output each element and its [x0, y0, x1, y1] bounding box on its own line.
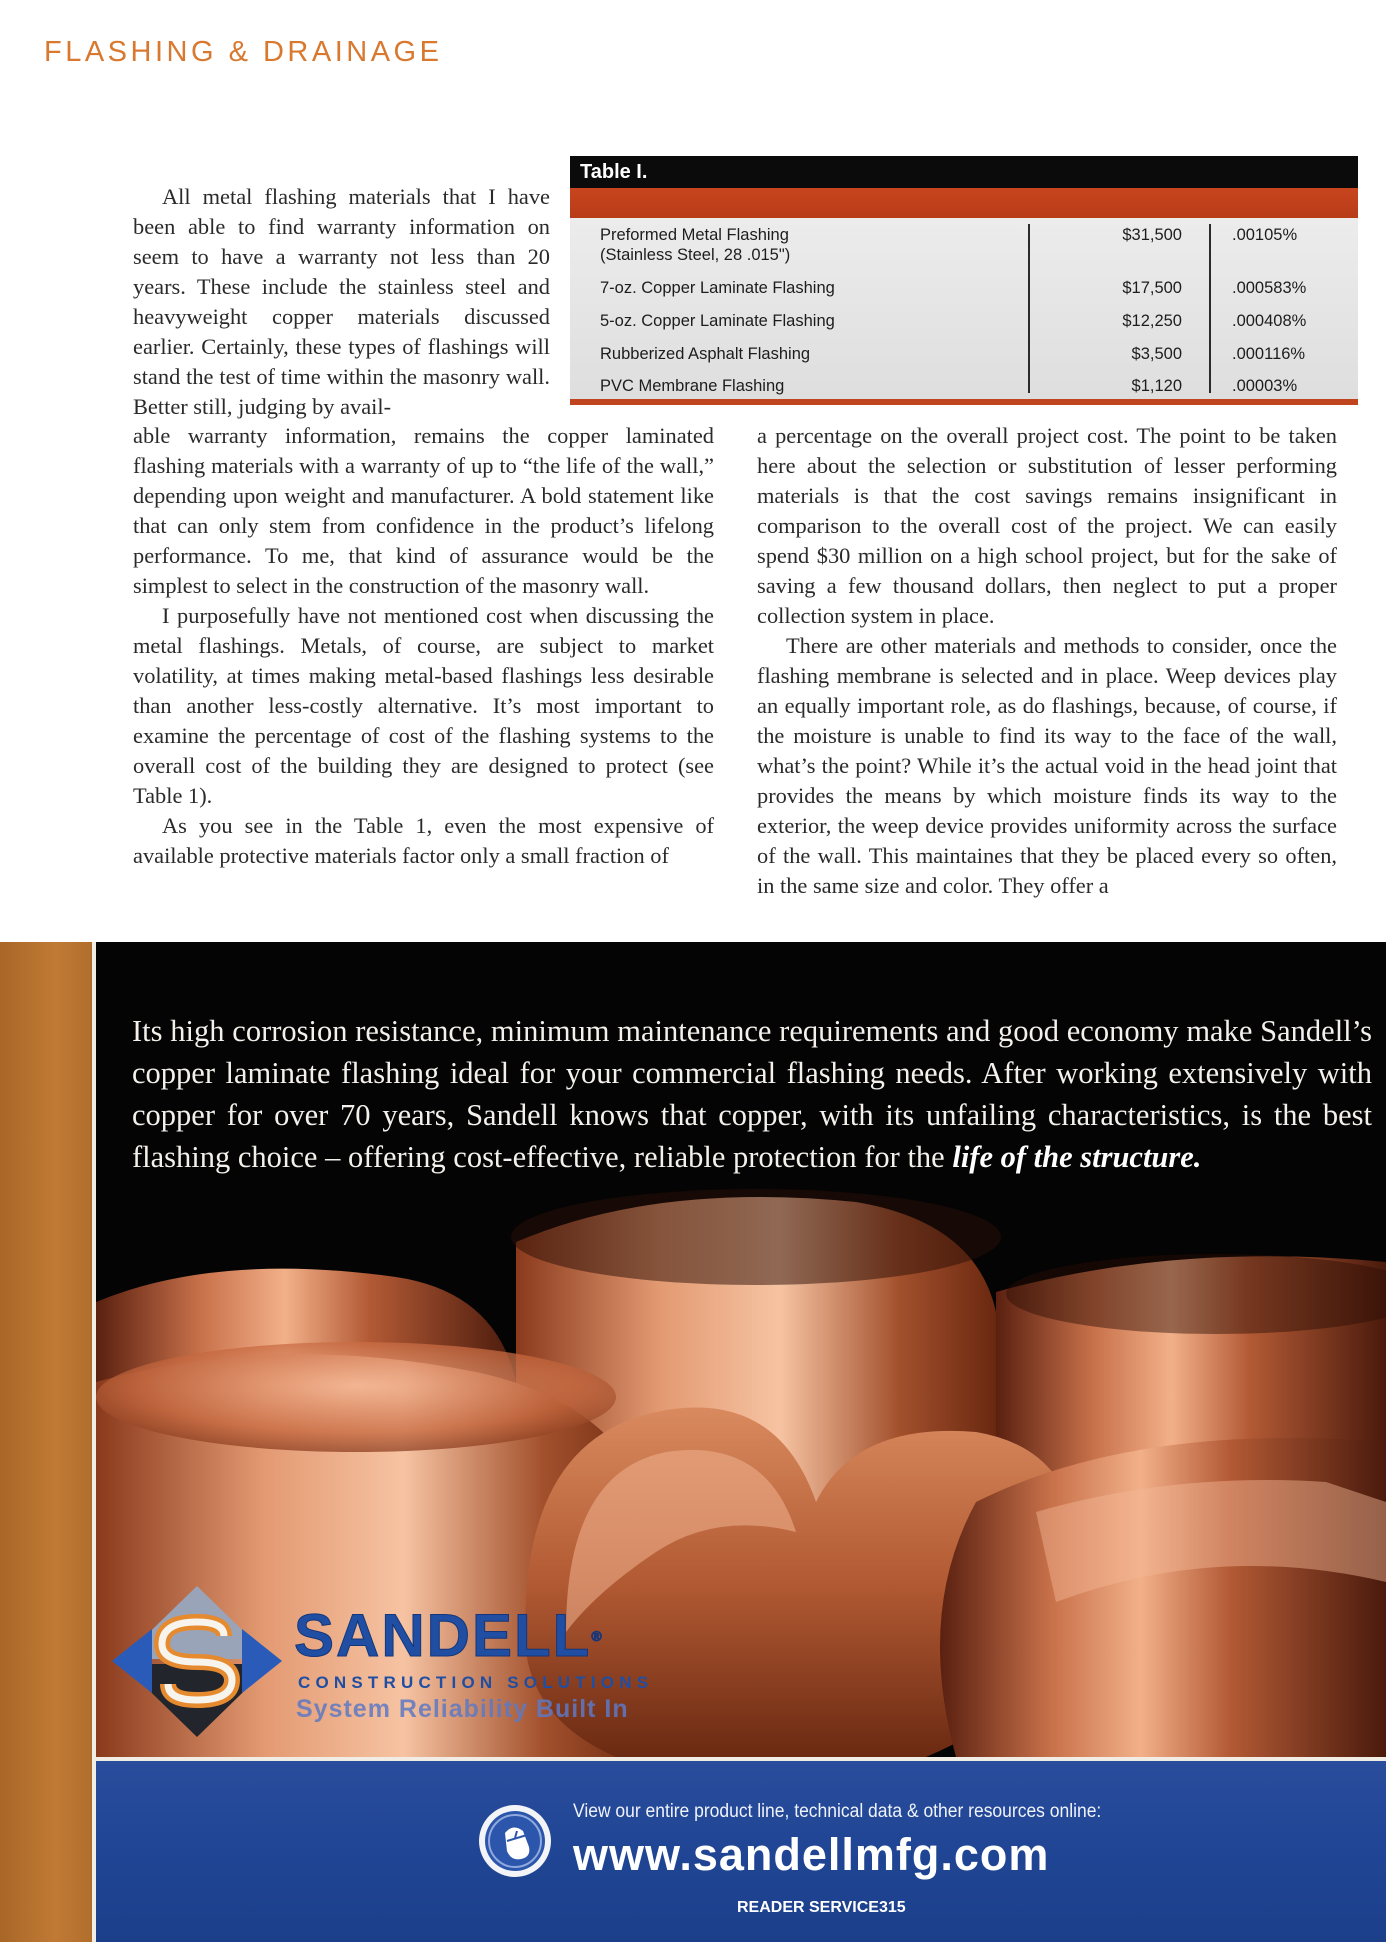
- article-paragraph-1-rest: able warranty information, remains the copper laminated flashing materials with a warranty of up to “the life of the wall,” depending upon weight and manufacturer. A bold statement like that can only stem from confidence in the product’s lifelong performance. To me, that kind of assurance would be the simplest to select in the construction of the masonry wall.: [133, 423, 714, 598]
- table-header-bar: [570, 188, 1358, 218]
- table-cell-percent: .000408%: [1232, 312, 1307, 330]
- table-cell-material: 7-oz. Copper Laminate Flashing: [600, 279, 835, 297]
- ad-footer-band: [96, 1761, 1386, 1942]
- table-cell-cost: $3,500: [1131, 345, 1182, 363]
- table-cell-percent: .000583%: [1232, 279, 1307, 297]
- table-cell-material: Rubberized Asphalt Flashing: [600, 345, 811, 363]
- brand-subtitle: CONSTRUCTION SOLUTIONS: [298, 1673, 654, 1692]
- table-body: [570, 218, 1358, 399]
- reader-service: READER SERVICE315: [737, 1899, 906, 1916]
- article-paragraph-2: I purposefully have not mentioned cost when discussing the metal flashings. Metals, of course, are subject to market volatility, at times making metal-based flashings less desirable than another less-costly alternative. It’s most important to examine the percentage of cost of the flashing systems to the overall cost of the building they are designed to protect (see Table 1).: [133, 603, 714, 808]
- sandell-diamond-icon: [112, 1584, 282, 1739]
- cost-table: [570, 156, 1358, 405]
- table-cell-percent: .000116%: [1232, 345, 1306, 363]
- article-paragraph-3-continued: a percentage on the overall project cost. The point to be taken here about the selection or substitution of lesser performing materials is that the cost savings remains insignificant in comparison to the overall cost of the project. We can easily spend $30 million on a high school project, but for the sake of saving a few thousand dollars, then neglect to put a proper collection system in place.: [757, 423, 1337, 628]
- brand-name: SANDELL®: [294, 1602, 604, 1669]
- table-title: Table I.: [570, 156, 1358, 188]
- ad-copy-text: Its high corrosion resistance, minimum maintenance requirements and good economy make Sandell’s copper laminate flashing ideal for your commercial flashing needs. After working extensively with copper for over 70 years, Sandell knows that copper, with its unfailing characteristics, is the best flashing choice – offering cost-effective, reliable protection for the: [132, 1014, 1372, 1174]
- article-paragraph-1-top: All metal flashing materials that I have been able to find warranty information on seem to have a warranty not less than 20 years. These include the stainless steel and heavyweight copper materials discussed earlier. Certainly, these types of flashings will stand the test of time within the masonry wall. Better still, judging by avail-: [133, 184, 550, 419]
- sandell-advertisement: [0, 942, 1386, 1942]
- article-paragraph-4: There are other materials and methods to consider, once the flashing membrane is selected and in place. Weep devices play an equally important role, as do flashings, because, of course, if the moisture is unable to find its way to the face of the wall, what’s the point? While it’s the actual void in the head joint that provides the means by which moisture finds its way to the exterior, the weep device provides uniformity across the surface of the wall. This maintaines that they be placed every so often, in the same size and color. They offer a: [757, 633, 1337, 898]
- article-paragraph-3: As you see in the Table 1, even the most expensive of available protective materials factor only a small fraction of: [133, 813, 714, 868]
- article-column-right: [757, 421, 1337, 901]
- table-cell-cost: $1,120: [1131, 377, 1182, 395]
- table-cell-cost: $12,250: [1122, 312, 1182, 330]
- brand-tagline: System Reliability Built In: [296, 1695, 629, 1723]
- ad-copy-emphasis: life of the structure.: [952, 1140, 1202, 1174]
- website-link[interactable]: www.sandellmfg.com: [573, 1829, 1050, 1880]
- web-resources-text: View our entire product line, technical data & other resources online:: [573, 1801, 1102, 1822]
- ad-copy: [132, 1010, 1372, 1178]
- table-cell-percent: .00003%: [1232, 377, 1298, 395]
- table-footer-bar: [570, 399, 1358, 405]
- mouse-icon: [477, 1803, 553, 1879]
- table-cell-percent: .00105%: [1232, 226, 1298, 244]
- section-label: FLASHING & DRAINAGE: [44, 36, 443, 68]
- table-cell-material: PVC Membrane Flashing: [600, 377, 785, 395]
- sandell-logo: [112, 1584, 712, 1739]
- table-cell-material: 5-oz. Copper Laminate Flashing: [600, 312, 835, 330]
- table-cell-cost: $17,500: [1122, 279, 1182, 297]
- article-column-left-top: [133, 182, 550, 422]
- table-cell-material: Preformed Metal Flashing (Stainless Steel, 28 .015"): [600, 226, 791, 264]
- ad-main-panel: [96, 942, 1386, 1757]
- registered-mark: ®: [591, 1628, 604, 1644]
- ad-copper-stripe: [0, 942, 92, 1942]
- article-column-left: [133, 421, 714, 871]
- table-divider: [1209, 224, 1211, 393]
- table-cell-cost: $31,500: [1122, 226, 1182, 244]
- table-divider: [1028, 224, 1030, 393]
